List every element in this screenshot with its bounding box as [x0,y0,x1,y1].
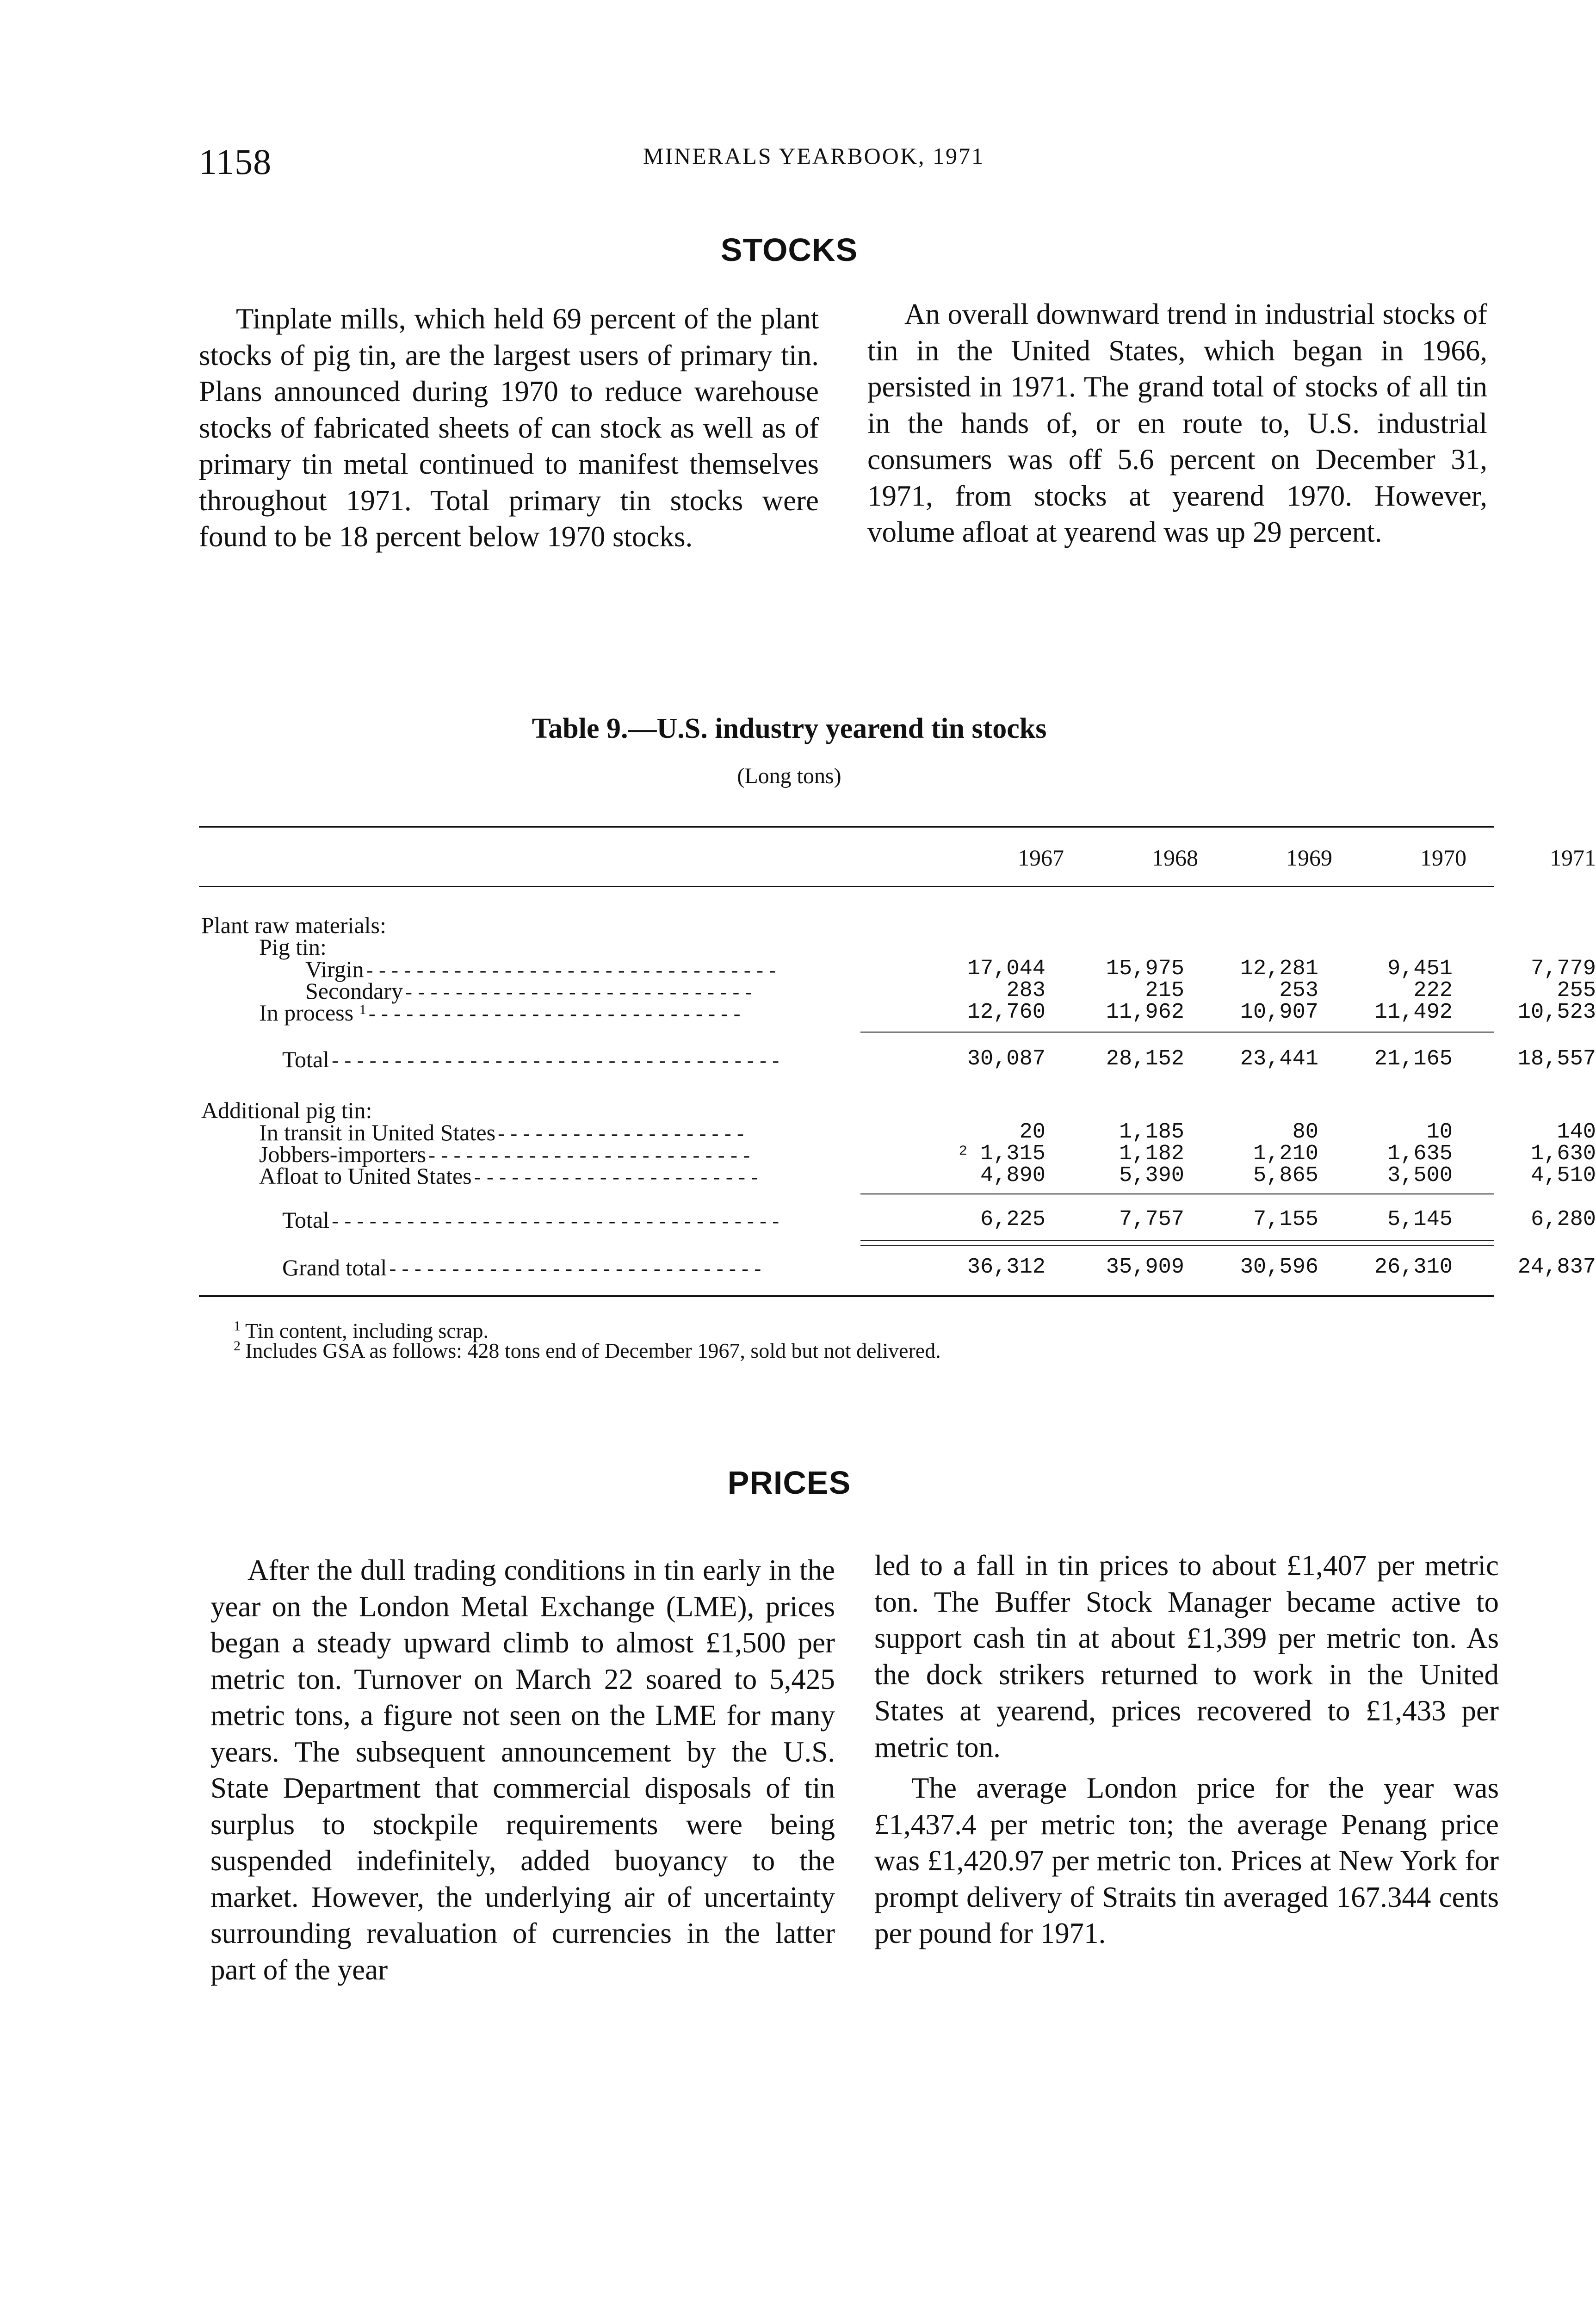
cell-afloat-1971: 4,510 [1530,1163,1596,1188]
cell-in-transit-1967: 20 [1019,1120,1045,1144]
row-label-total-2: Total------------------------------------ [282,1207,783,1234]
cell-in-transit-1968: 1,185 [1119,1120,1184,1144]
prices-left-column [210,1552,835,1988]
year-header-1968: 1968 [1152,845,1198,871]
cell-afloat-1970: 3,500 [1387,1163,1453,1188]
cell-virgin-1967: 17,044 [967,957,1045,981]
footnote-2 [234,1338,941,1363]
stocks-left-column [199,301,819,555]
cell-total2-1967: 6,225 [980,1207,1045,1232]
table-header-rule [199,886,1494,887]
running-title: MINERALS YEARBOOK, 1971 [643,143,984,169]
grand-total-rule-b [860,1245,1494,1246]
table-title: Table 9.—U.S. industry yearend tin stocks [532,713,1047,744]
cell-virgin-1968: 15,975 [1106,957,1184,981]
cell-grand-1971: 24,837 [1517,1255,1596,1280]
cell-grand-1967: 36,312 [967,1255,1045,1280]
row-label-jobbers: Jobbers-importers-------------------------- [259,1141,754,1168]
cell-in-process-1969: 10,907 [1240,1000,1318,1025]
table-units: (Long tons) [737,764,841,788]
cell-secondary-1970: 222 [1413,978,1453,1003]
footnote-mark-2: 2 [959,1144,967,1159]
cell-jobbers-1967 [939,1143,1045,1166]
cell-jobbers-1970: 1,635 [1387,1142,1453,1166]
footnote-2-mark: 2 [234,1338,241,1354]
prices-heading: PRICES [727,1465,851,1501]
group-label-additional: Additional pig tin: [201,1097,372,1123]
cell-jobbers-1971: 1,630 [1530,1142,1596,1166]
year-header-1970: 1970 [1420,845,1466,871]
cell-grand-1969: 30,596 [1240,1255,1318,1280]
cell-secondary-1967: 283 [1006,978,1045,1003]
cell-total1-1971: 18,557 [1517,1047,1596,1071]
year-header-1971: 1971 [1550,845,1596,871]
row-label-virgin: Virgin--------------------------------- [305,956,779,983]
stocks-heading: STOCKS [720,232,858,268]
row-label-total-2-text: Total [282,1207,330,1233]
cell-virgin-1970: 9,451 [1387,957,1453,981]
row-label-total-1: Total------------------------------------ [282,1046,783,1073]
row-label-in-transit-text: In transit in United States [259,1119,496,1145]
cell-afloat-1968: 5,390 [1119,1163,1184,1188]
cell-in-transit-1969: 80 [1292,1120,1318,1144]
footnote-2-text: Includes GSA as follows: 428 tons end of December 1967, sold but not delivered. [245,1339,941,1362]
cell-total2-1969: 7,155 [1253,1207,1318,1232]
cell-in-process-1971: 10,523 [1517,1000,1596,1025]
row-label-secondary-text: Secondary [305,978,403,1004]
grand-total-rule-a [860,1240,1494,1241]
prices-right-paragraph-2: The average London price for the year was £1,437.4 per metric ton; the average Penang price was £1,420.97 per metric ton. Prices at New York for prompt delivery of Straits tin averaged 167.344 cents per pound for 1971. [874,1772,1499,1949]
stocks-right-column [867,296,1487,550]
cell-total1-1969: 23,441 [1240,1047,1318,1071]
cell-virgin-1969: 12,281 [1240,957,1318,981]
cell-afloat-1969: 5,865 [1253,1163,1318,1188]
cell-total2-1970: 5,145 [1387,1207,1453,1232]
row-label-virgin-text: Virgin [305,956,364,982]
row-label-in-process: In process $^1$------------------------------ [259,1000,744,1027]
cell-total2-1971: 6,280 [1530,1207,1596,1232]
group-label-plant: Plant raw materials: [201,912,386,938]
stocks-left-paragraph: Tinplate mills, which held 69 percent of the plant stocks of pig tin, are the largest users of primary tin. Plans announced during 1970 to reduce warehouse stocks of fabricated sheets of can stock as well as of primary tin metal continued to manifest themselves throughout 1971. Total primary tin stocks were found to be 18 percent below 1970 stocks. [199,303,819,553]
table-top-rule [199,826,1494,828]
row-label-total-1-text: Total [282,1046,330,1072]
cell-jobbers-1968: 1,182 [1119,1142,1184,1166]
sublabel-pig-tin: Pig tin: [259,934,327,960]
row-label-grand-total-text: Grand total [282,1255,387,1280]
cell-in-process-1970: 11,492 [1374,1000,1453,1025]
subtotal-rule-1 [860,1032,1494,1033]
cell-grand-1968: 35,909 [1106,1255,1184,1280]
cell-afloat-1967: 4,890 [980,1163,1045,1188]
footnote-1-mark: 1 [234,1318,241,1334]
prices-left-paragraph: After the dull trading conditions in tin early in the year on the London Metal Exchange (LME), prices began a steady upward climb to almost £1,500 per metric ton. Turnover on March 22 soared to 5,425 metric tons, a figure not seen on the LME for many years. The subsequent announcement by the U.S. State Department that commercial disposals of tin surplus to stockpile requirements were being suspended indefinitely, added buoyancy to the market. However, the underlying air of uncertainty surrounding revaluation of currencies in the latter part of the year [210,1554,835,1986]
cell-jobbers-1967-value: 1,315 [980,1142,1045,1166]
row-label-secondary: Secondary---------------------------- [305,978,755,1005]
cell-jobbers-1969: 1,210 [1253,1142,1318,1166]
stocks-right-paragraph: An overall downward trend in industrial stocks of tin in the United States, which began in 1966, persisted in 1971. The grand total of stocks of all tin in the hands of, or en route to, U.S. industrial consumers was off 5.6 percent on December 31, 1971, from stocks at yearend 1970. However, volume afloat at yearend was up 29 percent. [867,298,1487,548]
cell-in-process-1967: 12,760 [967,1000,1045,1025]
cell-total1-1968: 28,152 [1106,1047,1184,1071]
prices-right-column [874,1547,1499,1952]
cell-total1-1970: 21,165 [1374,1047,1453,1071]
cell-secondary-1969: 253 [1279,978,1318,1003]
cell-total2-1968: 7,757 [1119,1207,1184,1232]
row-label-in-transit: In transit in United States-------------------- [259,1119,748,1146]
cell-secondary-1968: 215 [1145,978,1184,1003]
row-label-jobbers-text: Jobbers-importers [259,1141,427,1167]
cell-virgin-1971: 7,779 [1530,957,1596,981]
row-label-grand-total: Grand total------------------------------ [282,1255,765,1281]
footnote-1-text: Tin content, including scrap. [245,1319,489,1342]
cell-in-transit-1970: 10 [1426,1120,1453,1144]
table-bottom-rule [199,1295,1494,1297]
footnote-mark-1: 1 [359,1002,366,1017]
prices-right-paragraph-1: led to a fall in tin prices to about £1,407 per metric ton. The Buffer Stock Manager became active to support cash tin at about £1,399 per metric ton. As the dock strikers returned to work in the United States at yearend, prices recovered to £1,433 per metric ton. [874,1549,1499,1763]
page-number: 1158 [199,142,272,182]
cell-total1-1967: 30,087 [967,1047,1045,1071]
row-label-afloat-text: Afloat to United States [259,1163,472,1189]
year-header-1967: 1967 [1018,845,1064,871]
cell-grand-1970: 26,310 [1374,1255,1453,1280]
year-header-1969: 1969 [1286,845,1332,871]
cell-in-process-1968: 11,962 [1106,1000,1184,1025]
row-label-afloat: Afloat to United States----------------------- [259,1163,761,1190]
row-label-in-process-text: In process [259,1000,354,1026]
cell-secondary-1971: 255 [1557,978,1596,1003]
cell-in-transit-1971: 140 [1557,1120,1596,1144]
